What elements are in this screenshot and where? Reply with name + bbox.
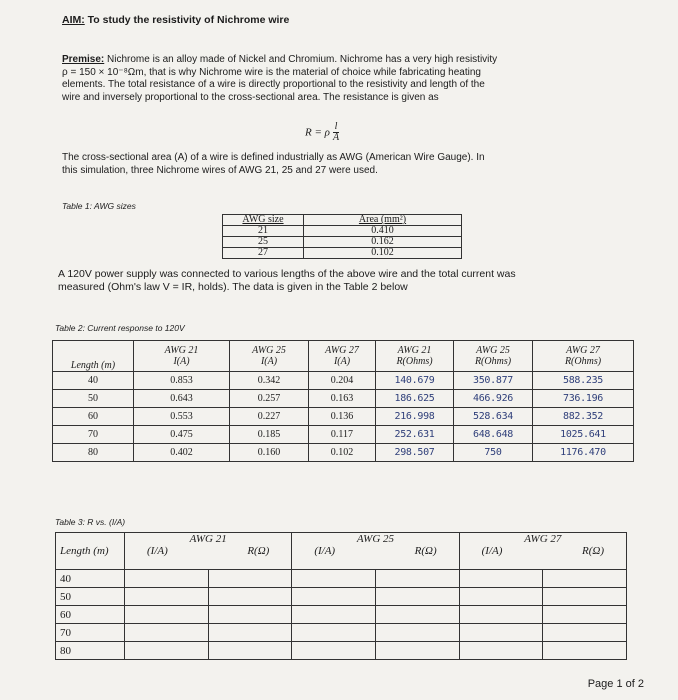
table2-header: AWG 25 R(Ohms) [454,341,533,372]
premise-line: elements. The total resistance of a wire is directly proportional to the resistivity and length of the [62,79,485,90]
premise-line: ρ = 150 × 10⁻⁸Ωm, that is why Nichrome wire is the material of choice while fabricating heating [62,66,481,78]
table1-header: AWG size [223,215,304,226]
resistance-cell: 736.196 [533,390,634,408]
table1-cell: 0.102 [304,248,462,259]
current-cell: 0.553 [134,408,230,426]
supply-paragraph [58,268,628,294]
table3-sub-r: R(Ω) [247,545,270,557]
table3-sub-r: R(Ω) [582,545,604,557]
resistance-cell: 588.235 [533,372,634,390]
current-cell: 0.475 [134,426,230,444]
resistance-cell: 298.507 [376,444,454,462]
current-cell: 0.163 [309,390,376,408]
table3-group-label: AWG 25 [356,533,395,545]
empty-cell[interactable] [459,624,543,642]
current-cell: 0.185 [230,426,309,444]
premise-line: Nichrome is an alloy made of Nickel and Chromium. Nichrome has a very high resistivity [107,54,498,65]
table-row [56,624,627,642]
current-response-table [52,340,634,462]
table2-header: AWG 27 R(Ohms) [533,341,634,372]
current-cell: 0.227 [230,408,309,426]
table-row [53,444,634,462]
length-cell: 70 [53,426,134,444]
table3-sub-ia: (I/A) [147,545,168,557]
table-row [53,372,634,390]
aim-line [62,14,289,26]
table1-cell: 0.410 [304,226,462,237]
page-number: Page 1 of 2 [587,678,644,690]
current-cell: 0.402 [134,444,230,462]
formula-lhs: R = ρ [305,126,330,139]
empty-cell[interactable] [459,606,543,624]
current-cell: 0.136 [309,408,376,426]
empty-cell[interactable] [125,606,209,624]
formula-denominator: A [333,132,340,143]
empty-cell[interactable] [375,606,459,624]
resistance-cell: 350.877 [454,372,533,390]
premise-paragraph [62,54,622,104]
table1-header: Area (mm²) [304,215,462,226]
premise-label: Premise: [62,54,105,65]
awg-paragraph [62,152,622,177]
empty-cell[interactable] [459,570,543,588]
length-cell: 80 [53,444,134,462]
current-cell: 0.117 [309,426,376,444]
table-row [56,588,627,606]
awg-line: The cross-sectional area (A) of a wire is defined industrially as AWG (American Wire Gauge). In [62,152,485,163]
table1-cell: 25 [223,237,304,248]
current-cell: 0.853 [134,372,230,390]
length-cell: 60 [53,408,134,426]
table-row [53,408,634,426]
length-cell: 50 [56,588,125,606]
resistance-cell: 648.648 [454,426,533,444]
table1-cell: 21 [223,226,304,237]
empty-cell[interactable] [292,570,376,588]
current-cell: 0.160 [230,444,309,462]
table2-header: AWG 25 I(A) [230,341,309,372]
empty-cell[interactable] [208,588,292,606]
table2-header: AWG 21 R(Ohms) [376,341,454,372]
length-cell: 40 [56,570,125,588]
table3-group-header [292,533,459,570]
table-row [56,642,627,660]
empty-cell[interactable] [375,570,459,588]
resistance-cell: 1176.470 [533,444,634,462]
empty-cell[interactable] [208,606,292,624]
table2-header: AWG 27 I(A) [309,341,376,372]
table3-group-header [459,533,626,570]
current-cell: 0.257 [230,390,309,408]
table3-group-label: AWG 27 [524,533,562,545]
aim-label: AIM: [62,14,85,26]
aim-text: To study the resistivity of Nichrome wire [87,14,290,26]
empty-cell[interactable] [459,642,543,660]
supply-line: measured (Ohm's law V = IR, holds). The data is given in the Table 2 below [58,281,408,293]
table3-sub-r: R(Ω) [414,545,437,557]
table1-cell: 27 [223,248,304,259]
current-cell: 0.342 [230,372,309,390]
empty-cell[interactable] [125,570,209,588]
resistance-cell: 140.679 [376,372,454,390]
table1-caption: Table 1: AWG sizes [62,201,136,211]
table-row [56,570,627,588]
table3-group-header [125,533,292,570]
table3-group-label: AWG 21 [189,533,227,545]
formula-fraction [333,122,340,143]
empty-cell[interactable] [543,642,627,660]
current-cell: 0.204 [309,372,376,390]
length-cell: 50 [53,390,134,408]
table2-header: Length (m) [53,341,134,372]
empty-cell[interactable] [543,606,627,624]
premise-line: wire and inversely proportional to the cross-sectional area. The resistance is given as [62,91,439,103]
current-cell: 0.102 [309,444,376,462]
awg-line: this simulation, three Nichrome wires of AWG 21, 25 and 27 were used. [62,164,378,176]
empty-cell[interactable] [543,588,627,606]
awg-size-table [222,214,462,259]
empty-cell[interactable] [375,588,459,606]
empty-cell[interactable] [375,624,459,642]
empty-cell[interactable] [292,624,376,642]
table-row [53,426,634,444]
empty-cell[interactable] [459,588,543,606]
empty-cell[interactable] [292,606,376,624]
empty-cell[interactable] [208,570,292,588]
empty-cell[interactable] [543,624,627,642]
table3-sub-ia: (I/A) [314,545,336,557]
table2-caption: Table 2: Current response to 120V [55,323,185,333]
empty-cell[interactable] [543,570,627,588]
empty-cell[interactable] [125,642,209,660]
resistance-cell: 252.631 [376,426,454,444]
empty-cell[interactable] [292,642,376,660]
table-row [53,390,634,408]
resistance-cell: 186.625 [376,390,454,408]
resistance-formula [305,122,339,143]
current-cell: 0.643 [134,390,230,408]
resistance-vs-ia-table [55,532,627,660]
empty-cell[interactable] [292,588,376,606]
table1-cell: 0.162 [304,237,462,248]
table-row [56,606,627,624]
resistance-cell: 750 [454,444,533,462]
empty-cell[interactable] [125,624,209,642]
supply-line: A 120V power supply was connected to various lengths of the above wire and the total current was [58,268,516,280]
resistance-cell: 528.634 [454,408,533,426]
formula-numerator: l [334,121,338,132]
length-cell: 40 [53,372,134,390]
resistance-cell: 466.926 [454,390,533,408]
resistance-cell: 1025.641 [533,426,634,444]
empty-cell[interactable] [208,642,292,660]
empty-cell[interactable] [375,642,459,660]
length-cell: 60 [56,606,125,624]
empty-cell[interactable] [208,624,292,642]
resistance-cell: 882.352 [533,408,634,426]
table2-header: AWG 21 I(A) [134,341,230,372]
length-cell: 80 [56,642,125,660]
resistance-cell: 216.998 [376,408,454,426]
table3-sub-ia: (I/A) [481,545,503,557]
table3-length-header: Length (m) [56,533,125,570]
empty-cell[interactable] [125,588,209,606]
length-cell: 70 [56,624,125,642]
table3-caption: Table 3: R vs. (I/A) [55,517,126,527]
